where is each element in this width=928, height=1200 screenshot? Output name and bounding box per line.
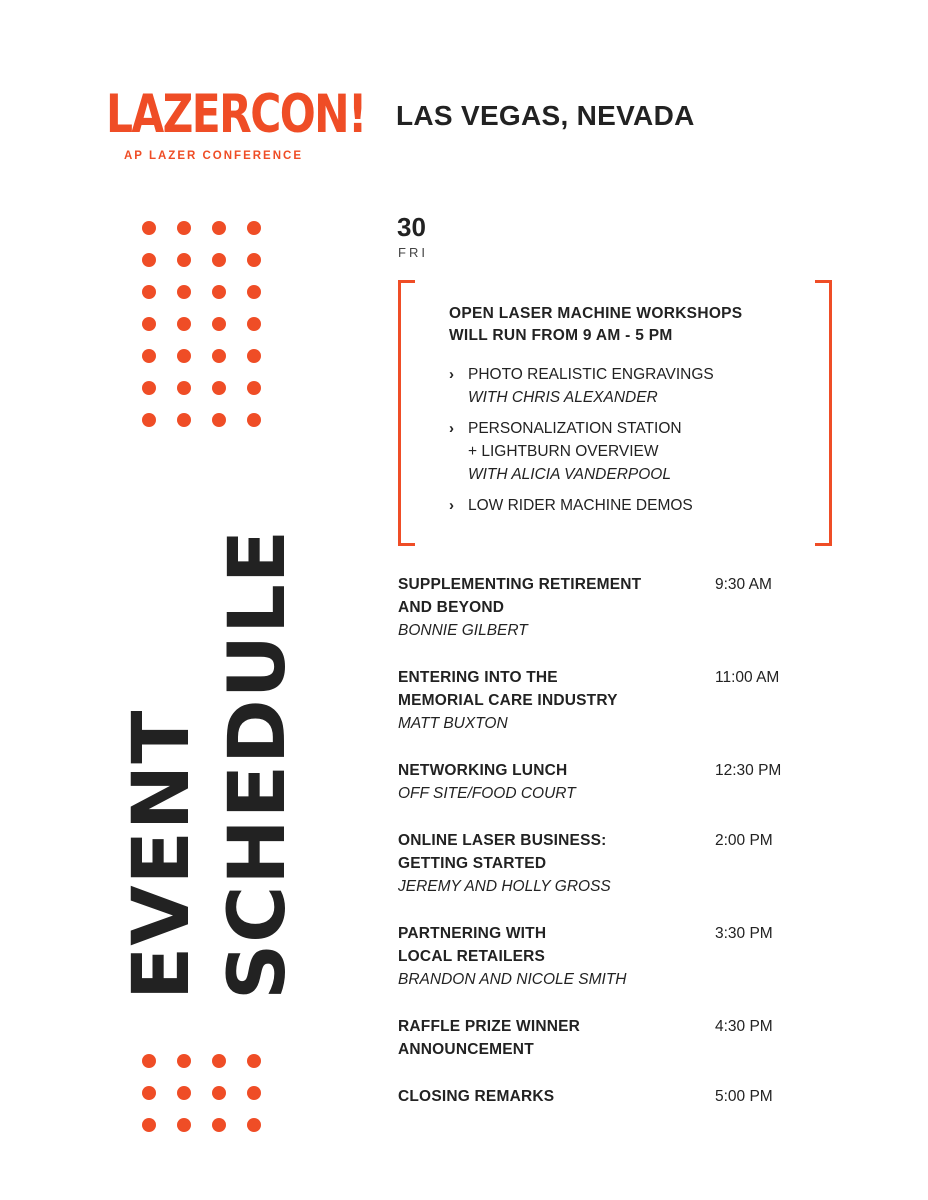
session-title-line: CLOSING REMARKS bbox=[398, 1088, 555, 1105]
session-title-line: MEMORIAL CARE INDUSTRY bbox=[398, 692, 618, 709]
session-title-line: ONLINE LASER BUSINESS: bbox=[398, 832, 607, 849]
session-title bbox=[398, 1085, 698, 1108]
workshop-item-text: PERSONALIZATION STATION bbox=[468, 420, 682, 437]
session-title-line: ENTERING INTO THE bbox=[398, 669, 558, 686]
dot bbox=[212, 317, 226, 331]
dot bbox=[247, 285, 261, 299]
dot bbox=[142, 1054, 156, 1068]
heading-line-event: EVENT bbox=[117, 709, 207, 1000]
session-presenter: BRANDON AND NICOLE SMITH bbox=[398, 971, 627, 988]
dot bbox=[142, 413, 156, 427]
session-time: 2:00 PM bbox=[715, 832, 773, 849]
workshop-item-text: PHOTO REALISTIC ENGRAVINGS bbox=[468, 366, 714, 383]
dot bbox=[142, 317, 156, 331]
right-bracket bbox=[815, 280, 832, 546]
dot bbox=[142, 285, 156, 299]
dot bbox=[212, 349, 226, 363]
workshop-item-text: LOW RIDER MACHINE DEMOS bbox=[468, 497, 693, 514]
left-bracket bbox=[398, 280, 415, 546]
session-title-line: AND BEYOND bbox=[398, 599, 505, 616]
schedule-row bbox=[398, 759, 818, 805]
session-title-line: RAFFLE PRIZE WINNER bbox=[398, 1018, 581, 1035]
event-location: LAS VEGAS, NEVADA bbox=[396, 100, 695, 131]
workshops-title bbox=[449, 303, 742, 347]
session-title bbox=[398, 1015, 698, 1061]
schedule-row bbox=[398, 1085, 818, 1108]
session-time: 12:30 PM bbox=[715, 762, 782, 779]
heading-line-schedule: SCHEDULE bbox=[213, 528, 303, 1000]
dot bbox=[142, 221, 156, 235]
dot bbox=[247, 349, 261, 363]
logo-subtitle: AP LAZER CONFERENCE bbox=[124, 150, 303, 162]
dot bbox=[247, 381, 261, 395]
session-time: 5:00 PM bbox=[715, 1088, 773, 1105]
dot bbox=[212, 285, 226, 299]
dot bbox=[212, 221, 226, 235]
dot bbox=[177, 1086, 191, 1100]
session-title-line: ANNOUNCEMENT bbox=[398, 1041, 534, 1058]
session-title bbox=[398, 666, 698, 712]
workshops-list bbox=[449, 363, 714, 525]
dot bbox=[142, 381, 156, 395]
session-time: 9:30 AM bbox=[715, 576, 772, 593]
dot bbox=[177, 317, 191, 331]
chevron-right-icon: › bbox=[449, 420, 454, 437]
dot bbox=[142, 253, 156, 267]
dot bbox=[212, 253, 226, 267]
dot bbox=[177, 381, 191, 395]
dot bbox=[212, 413, 226, 427]
dot bbox=[247, 1086, 261, 1100]
dot bbox=[177, 413, 191, 427]
dot bbox=[177, 285, 191, 299]
dot bbox=[177, 349, 191, 363]
session-title-line: NETWORKING LUNCH bbox=[398, 762, 568, 779]
session-presenter: BONNIE GILBERT bbox=[398, 622, 528, 639]
session-title-line: LOCAL RETAILERS bbox=[398, 948, 546, 965]
session-title-line: PARTNERING WITH bbox=[398, 925, 547, 942]
session-title bbox=[398, 759, 698, 782]
session-title-line: GETTING STARTED bbox=[398, 855, 547, 872]
workshop-item-text: + LIGHTBURN OVERVIEW bbox=[468, 443, 659, 460]
dot bbox=[212, 1118, 226, 1132]
dot bbox=[142, 349, 156, 363]
dot bbox=[212, 381, 226, 395]
decorative-dot-grid-top bbox=[142, 221, 261, 427]
workshop-item bbox=[449, 494, 714, 517]
schedule-row bbox=[398, 573, 818, 642]
workshops-title-line: WILL RUN FROM 9 AM - 5 PM bbox=[449, 327, 673, 344]
workshop-presenter: WITH CHRIS ALEXANDER bbox=[468, 389, 658, 406]
dot bbox=[247, 253, 261, 267]
session-presenter: OFF SITE/FOOD COURT bbox=[398, 785, 576, 802]
workshop-presenter: WITH ALICIA VANDERPOOL bbox=[468, 466, 671, 483]
session-title bbox=[398, 922, 698, 968]
schedule-row bbox=[398, 922, 818, 991]
dot bbox=[247, 1054, 261, 1068]
dot bbox=[177, 1054, 191, 1068]
schedule-row bbox=[398, 666, 818, 735]
session-presenter: JEREMY AND HOLLY GROSS bbox=[398, 878, 611, 895]
workshop-item bbox=[449, 417, 714, 486]
dot bbox=[142, 1086, 156, 1100]
session-title bbox=[398, 829, 698, 875]
dot bbox=[212, 1086, 226, 1100]
dot bbox=[247, 221, 261, 235]
workshop-item bbox=[449, 363, 714, 409]
dot bbox=[177, 221, 191, 235]
chevron-right-icon: › bbox=[449, 497, 454, 514]
event-schedule-heading bbox=[114, 460, 306, 1000]
session-presenter: MATT BUXTON bbox=[398, 715, 508, 732]
session-title bbox=[398, 573, 698, 619]
schedule-row bbox=[398, 1015, 818, 1061]
chevron-right-icon: › bbox=[449, 366, 454, 383]
date-number: 30 bbox=[397, 212, 426, 242]
dot bbox=[247, 413, 261, 427]
dot bbox=[177, 1118, 191, 1132]
dot bbox=[142, 1118, 156, 1132]
date-weekday: FRI bbox=[398, 245, 428, 260]
schedule-row bbox=[398, 829, 818, 898]
dot bbox=[212, 1054, 226, 1068]
logo-wordmark: LAZERCON! bbox=[106, 84, 366, 145]
lazercon-logo bbox=[106, 84, 431, 162]
dot bbox=[177, 253, 191, 267]
session-time: 3:30 PM bbox=[715, 925, 773, 942]
decorative-dot-grid-bottom bbox=[142, 1054, 261, 1132]
session-time: 4:30 PM bbox=[715, 1018, 773, 1035]
workshops-title-line: OPEN LASER MACHINE WORKSHOPS bbox=[449, 305, 743, 322]
dot bbox=[247, 1118, 261, 1132]
dot bbox=[247, 317, 261, 331]
session-title-line: SUPPLEMENTING RETIREMENT bbox=[398, 576, 642, 593]
session-time: 11:00 AM bbox=[715, 669, 780, 686]
schedule-list bbox=[398, 573, 818, 1132]
